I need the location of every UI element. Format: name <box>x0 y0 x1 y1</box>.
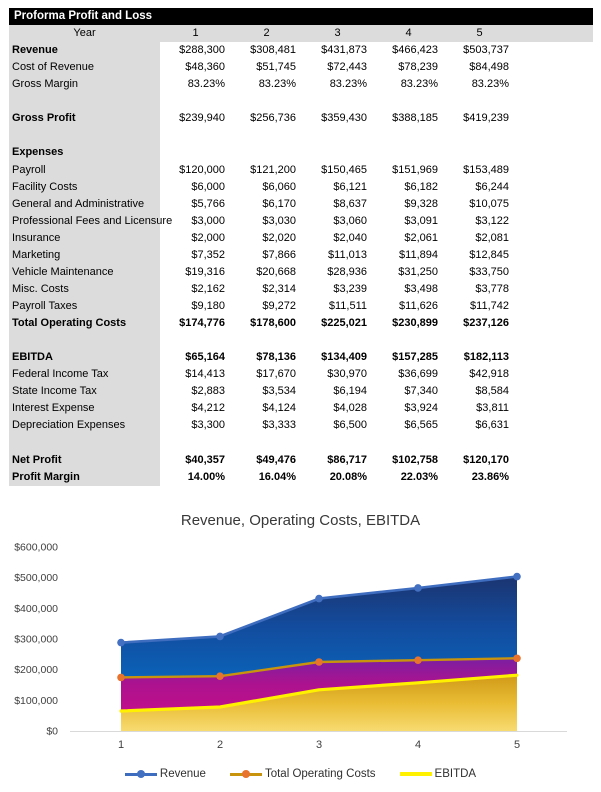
cell-value: $11,626 <box>399 300 438 312</box>
table-row <box>9 42 593 59</box>
cell-value: $8,637 <box>333 197 367 210</box>
row-spacer <box>515 76 593 93</box>
legend-label: Revenue <box>159 768 206 780</box>
revenue-line-icon <box>125 769 157 779</box>
row-label: Professional Fees and Licensure <box>9 213 160 230</box>
cell-value: $102,758 <box>392 453 438 466</box>
cell-value: 14.00% <box>187 470 225 483</box>
row-spacer <box>515 196 593 213</box>
row-label <box>9 332 160 349</box>
cell-value: $359,430 <box>321 112 367 125</box>
cell-value: $3,498 <box>404 282 438 295</box>
y-axis-label: $300,000 <box>14 633 58 646</box>
row-spacer <box>515 264 593 281</box>
row-spacer <box>515 383 593 400</box>
table-row <box>9 264 593 281</box>
cell-value: $7,340 <box>404 385 438 398</box>
cell-value: $11,013 <box>328 248 367 261</box>
table-row <box>9 76 593 93</box>
table-row <box>9 144 593 161</box>
table-row <box>9 366 593 383</box>
cell-value: $6,565 <box>404 419 438 432</box>
cell-value: $120,000 <box>179 163 225 176</box>
cell-value: $178,600 <box>250 317 296 330</box>
cell-value: 23.86% <box>471 470 509 483</box>
chart-title: Revenue, Operating Costs, EBITDA <box>180 512 421 529</box>
row-spacer <box>515 179 593 196</box>
x-axis-label: 4 <box>414 739 422 751</box>
blank-row <box>9 332 593 349</box>
operating-costs-marker <box>513 654 521 662</box>
cell-value: $308,481 <box>250 44 296 57</box>
row-label: Marketing <box>9 247 160 264</box>
profit-chart-svg <box>0 505 601 757</box>
row-spacer <box>515 230 593 247</box>
row-label: State Income Tax <box>9 383 160 400</box>
row-label: Vehicle Maintenance <box>9 264 160 281</box>
cell-value: $6,170 <box>262 197 296 210</box>
ebitda-line-icon <box>400 769 432 779</box>
table-row <box>9 213 593 230</box>
cell-value: $7,352 <box>191 248 225 261</box>
year-column-header: 4 <box>405 27 412 39</box>
x-axis-label: 2 <box>216 739 224 751</box>
cell-value: $9,180 <box>191 300 225 312</box>
row-label: Net Profit <box>9 452 160 469</box>
cell-value: $9,328 <box>404 197 438 210</box>
operating-costs-line-icon <box>230 769 262 779</box>
y-axis-label: $100,000 <box>14 694 58 707</box>
row-label: Payroll <box>9 162 160 179</box>
cell-value: $6,244 <box>475 180 509 193</box>
row-label <box>9 127 160 144</box>
cell-value: $11,742 <box>470 300 509 312</box>
cell-value: $6,194 <box>333 385 367 398</box>
row-label: Depreciation Expenses <box>9 417 160 434</box>
legend-marker-icon <box>242 770 250 778</box>
row-label: Misc. Costs <box>9 281 160 298</box>
row-label: EBITDA <box>9 349 160 366</box>
table-row <box>9 179 593 196</box>
cell-value: $30,970 <box>327 368 367 381</box>
row-label: Gross Margin <box>9 76 160 93</box>
table-title-bar <box>9 8 593 25</box>
operating-costs-marker <box>117 674 125 682</box>
cell-value: $153,489 <box>463 163 509 176</box>
row-spacer <box>160 332 593 349</box>
revenue-marker <box>117 639 125 647</box>
legend-item-total-operating-costs <box>230 768 376 780</box>
cell-value: $2,000 <box>191 231 225 244</box>
cell-value: $2,081 <box>475 231 509 244</box>
cell-value: $230,899 <box>392 317 438 330</box>
cell-value: $4,028 <box>333 402 367 415</box>
cell-value: $174,776 <box>179 317 225 330</box>
row-label: Insurance <box>9 230 160 247</box>
row-spacer <box>160 127 593 144</box>
row-label: Year <box>9 25 160 42</box>
row-label <box>9 435 160 452</box>
cell-value: $40,357 <box>185 453 225 466</box>
legend-label: Total Operating Costs <box>264 768 376 780</box>
y-axis-label: $200,000 <box>14 664 58 677</box>
operating-costs-marker <box>315 658 323 666</box>
row-spacer <box>515 110 593 127</box>
row-spacer <box>160 144 593 161</box>
cell-value: $419,239 <box>463 112 509 125</box>
cell-value: 83.23% <box>400 78 438 91</box>
cell-value: $51,745 <box>256 61 296 74</box>
cell-value: $2,314 <box>262 282 296 295</box>
cell-value: $120,170 <box>463 453 509 466</box>
cell-value: $42,918 <box>469 368 509 381</box>
blank-row <box>9 127 593 144</box>
cell-value: $3,122 <box>475 214 509 227</box>
proforma-table <box>9 8 593 486</box>
cell-value: $2,061 <box>404 231 438 244</box>
cell-value: $237,126 <box>463 317 509 330</box>
cell-value: $3,030 <box>262 214 296 227</box>
row-label: Interest Expense <box>9 400 160 417</box>
cell-value: $48,360 <box>185 61 225 74</box>
cell-value: 83.23% <box>329 78 367 91</box>
cell-value: $503,737 <box>463 44 509 57</box>
revenue-marker <box>414 584 422 592</box>
y-axis-label: $500,000 <box>14 572 58 585</box>
row-spacer <box>515 298 593 315</box>
row-spacer <box>160 93 593 110</box>
table-row <box>9 247 593 264</box>
row-spacer <box>515 213 593 230</box>
row-label <box>9 93 160 110</box>
row-spacer <box>160 435 593 452</box>
cell-value: $466,423 <box>392 44 438 57</box>
cell-value: $2,040 <box>333 231 367 244</box>
cell-value: $86,717 <box>327 453 367 466</box>
table-row <box>9 59 593 76</box>
x-axis-label: 5 <box>513 739 521 751</box>
cell-value: $288,300 <box>179 44 225 57</box>
y-axis-label: $400,000 <box>14 602 58 615</box>
table-row <box>9 417 593 434</box>
chart <box>0 505 601 792</box>
row-spacer <box>515 162 593 179</box>
row-spacer <box>515 400 593 417</box>
revenue-marker <box>315 595 323 603</box>
cell-value: $11,511 <box>328 300 367 312</box>
cell-value: $31,250 <box>398 265 438 278</box>
cell-value: $157,285 <box>392 351 438 364</box>
cell-value: $6,182 <box>404 180 438 193</box>
cell-value: $150,465 <box>321 163 367 176</box>
y-axis-label: $0 <box>46 725 58 738</box>
cell-value: $78,136 <box>256 351 296 364</box>
cell-value: $3,300 <box>191 419 225 432</box>
year-column-header: 1 <box>192 27 199 39</box>
table-row <box>9 110 593 127</box>
row-spacer <box>515 417 593 434</box>
row-label: Payroll Taxes <box>9 298 160 315</box>
table-row <box>9 162 593 179</box>
cell-value: $4,124 <box>262 402 296 415</box>
row-spacer <box>515 366 593 383</box>
table-row <box>9 349 593 366</box>
row-label: Expenses <box>9 144 160 161</box>
blank-row <box>9 93 593 110</box>
cell-value: $10,075 <box>469 197 509 210</box>
row-label: Cost of Revenue <box>9 59 160 76</box>
table-row <box>9 400 593 417</box>
row-spacer <box>515 349 593 366</box>
operating-costs-marker <box>216 672 224 680</box>
table-rows <box>9 25 593 486</box>
cell-value: $14,413 <box>185 368 225 381</box>
year-column-header: 2 <box>263 27 270 39</box>
cell-value: $2,883 <box>191 385 225 398</box>
cell-value: $72,443 <box>327 61 367 74</box>
table-row <box>9 196 593 213</box>
table-row <box>9 281 593 298</box>
row-spacer <box>515 25 593 42</box>
cell-value: $388,185 <box>392 112 438 125</box>
table-row <box>9 452 593 469</box>
cell-value: $3,534 <box>262 385 296 398</box>
cell-value: $431,873 <box>321 44 367 57</box>
cell-value: $9,272 <box>262 300 296 312</box>
cell-value: $36,699 <box>398 368 438 381</box>
row-spacer <box>515 247 593 264</box>
row-spacer <box>515 42 593 59</box>
cell-value: $3,333 <box>262 419 296 432</box>
revenue-marker <box>513 573 521 581</box>
cell-value: $8,584 <box>475 385 509 398</box>
table-row <box>9 230 593 247</box>
row-label: Profit Margin <box>9 469 160 486</box>
table-row <box>9 469 593 486</box>
row-label: Facility Costs <box>9 179 160 196</box>
cell-value: 22.03% <box>400 470 438 483</box>
cell-value: $3,060 <box>333 214 367 227</box>
row-label: General and Administrative <box>9 196 160 213</box>
revenue-marker <box>216 633 224 641</box>
cell-value: $3,091 <box>404 214 438 227</box>
cell-value: $182,113 <box>463 351 509 364</box>
cell-value: $2,020 <box>262 231 296 244</box>
cell-value: $49,476 <box>256 453 296 466</box>
cell-value: $84,498 <box>469 61 509 74</box>
cell-value: 83.23% <box>471 78 509 91</box>
row-label: Revenue <box>9 42 160 59</box>
x-axis-label: 1 <box>117 739 125 751</box>
cell-value: $5,766 <box>191 197 225 210</box>
cell-value: 83.23% <box>258 78 296 91</box>
cell-value: $3,924 <box>404 402 438 415</box>
cell-value: $6,060 <box>262 180 296 193</box>
legend-marker-icon <box>137 770 145 778</box>
cell-value: $19,316 <box>185 265 225 278</box>
cell-value: $12,845 <box>469 248 509 261</box>
cell-value: $256,736 <box>250 112 296 125</box>
row-label: Total Operating Costs <box>9 315 160 332</box>
blank-row <box>9 435 593 452</box>
cell-value: $4,212 <box>191 402 225 415</box>
y-axis-label: $600,000 <box>14 541 58 554</box>
cell-value: 16.04% <box>258 470 296 483</box>
table-row <box>9 298 593 315</box>
cell-value: $65,164 <box>185 351 225 364</box>
cell-value: $6,121 <box>333 180 367 193</box>
x-axis-label: 3 <box>315 739 323 751</box>
year-column-header: 5 <box>476 27 483 39</box>
cell-value: $3,778 <box>475 282 509 295</box>
legend-item-ebitda <box>400 768 477 780</box>
year-header-row <box>9 25 593 42</box>
cell-value: $6,500 <box>333 419 367 432</box>
cell-value: $225,021 <box>321 317 367 330</box>
cell-value: $11,894 <box>399 248 438 261</box>
cell-value: $20,668 <box>256 265 296 278</box>
cell-value: $3,811 <box>476 402 509 415</box>
row-spacer <box>515 315 593 332</box>
cell-value: 83.23% <box>187 78 225 91</box>
cell-value: $2,162 <box>191 282 225 295</box>
cell-value: $121,200 <box>250 163 296 176</box>
row-label: Gross Profit <box>9 110 160 127</box>
cell-value: $33,750 <box>469 265 509 278</box>
cell-value: $7,866 <box>262 248 296 261</box>
legend-label: EBITDA <box>434 768 477 780</box>
row-spacer <box>515 469 593 486</box>
cell-value: $151,969 <box>392 163 438 176</box>
cell-value: $3,000 <box>191 214 225 227</box>
table-title: Proforma Profit and Loss <box>14 10 153 22</box>
cell-value: $3,239 <box>333 282 367 295</box>
cell-value: 20.08% <box>329 470 367 483</box>
year-column-header: 3 <box>334 27 341 39</box>
row-spacer <box>515 281 593 298</box>
row-spacer <box>515 452 593 469</box>
chart-legend <box>0 763 601 785</box>
cell-value: $239,940 <box>179 112 225 125</box>
cell-value: $134,409 <box>321 351 367 364</box>
cell-value: $17,670 <box>256 368 296 381</box>
row-label: Federal Income Tax <box>9 366 160 383</box>
row-spacer <box>515 59 593 76</box>
cell-value: $28,936 <box>327 265 367 278</box>
legend-item-revenue <box>125 768 206 780</box>
cell-value: $78,239 <box>398 61 438 74</box>
cell-value: $6,631 <box>475 419 509 432</box>
operating-costs-marker <box>414 656 422 664</box>
table-row <box>9 315 593 332</box>
cell-value: $6,000 <box>191 180 225 193</box>
table-row <box>9 383 593 400</box>
